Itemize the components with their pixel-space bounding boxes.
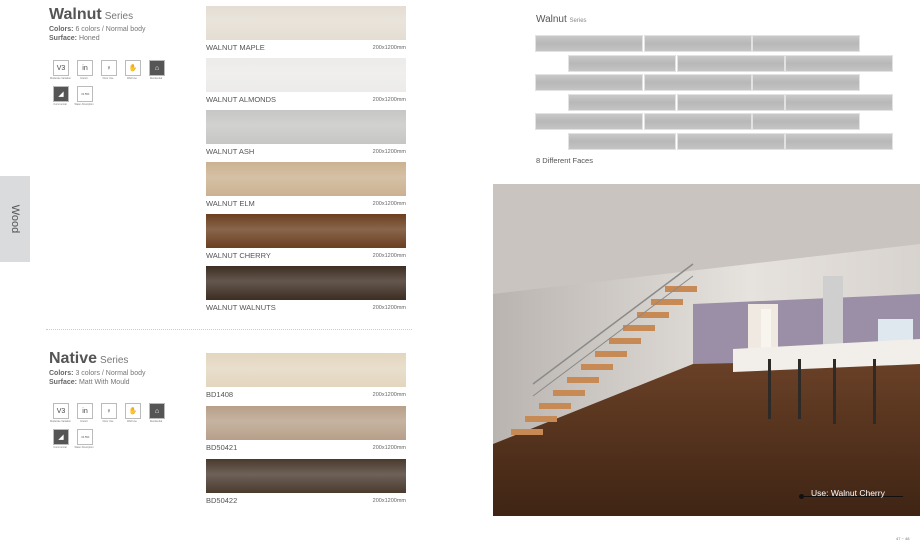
icon-caption: Interior	[80, 420, 88, 423]
walnut-tile-label: WALNUT CHERRY	[206, 251, 271, 260]
icon-caption: Wall Use	[127, 77, 137, 80]
icon-caption: Moderate Variation	[50, 77, 71, 80]
wall-use-item	[124, 403, 142, 423]
residential-icon: ⌂	[149, 60, 165, 76]
walnut-icon-row	[52, 60, 166, 80]
native-tile-label: BD50421	[206, 443, 238, 452]
wall-plank	[644, 35, 752, 52]
wall-title-text: Walnut	[536, 14, 567, 25]
floor-use-item	[100, 403, 118, 423]
walnut-tile-label: WALNUT ELM	[206, 199, 255, 208]
native-colors	[49, 370, 145, 377]
native-title	[49, 350, 145, 368]
icon-caption: Floor Use	[102, 77, 114, 80]
wall-plank	[568, 133, 676, 150]
wall-use-icon: ✋	[125, 60, 141, 76]
native-tile-label: BD1408	[206, 390, 234, 399]
water-absorption-icon: <0.5%	[77, 429, 93, 445]
walnut-tile-swatch	[206, 110, 406, 144]
walnut-surface-value: Honed	[78, 35, 100, 42]
walnut-icon-row-2	[52, 86, 94, 106]
icon-caption: Residential	[149, 77, 163, 80]
native-tile-swatch	[206, 459, 406, 493]
residential-item	[148, 403, 166, 423]
commercial-item	[52, 86, 70, 106]
native-colors-label: Colors:	[49, 370, 74, 377]
walnut-tile-swatch	[206, 58, 406, 92]
side-tab-label: Wood	[9, 204, 21, 234]
icon-caption: Interior	[80, 77, 88, 80]
walnut-series-word: Series	[104, 11, 134, 22]
side-tab-wood	[0, 176, 30, 262]
walnut-tile-swatch	[206, 162, 406, 196]
icon-caption: Water Absorption	[74, 446, 94, 449]
native-tile-swatch	[206, 353, 406, 387]
wall-plank	[568, 55, 676, 72]
residential-icon: ⌂	[149, 403, 165, 419]
walnut-tile-label: WALNUT ALMONDS	[206, 95, 277, 104]
floor-use-icon: ♀	[101, 403, 117, 419]
walnut-tile-size: 200x1200mm	[372, 253, 406, 259]
wall-plank	[677, 55, 785, 72]
icon-caption: Commercial	[53, 103, 67, 106]
icon-caption: Wall Use	[127, 420, 137, 423]
wall-plank	[568, 94, 676, 111]
wall-use-icon: ✋	[125, 403, 141, 419]
kitchen-staircase-photo	[493, 184, 920, 516]
walnut-surface-label: Surface:	[49, 35, 78, 42]
section-divider	[46, 329, 412, 330]
moderate-variation-item	[52, 403, 70, 423]
walnut-tile-size: 200x1200mm	[372, 97, 406, 103]
native-tile-size: 200x1200mm	[372, 445, 406, 451]
wall-plank	[752, 113, 860, 130]
native-surface	[49, 379, 145, 386]
walnut-tile-size: 200x1200mm	[372, 201, 406, 207]
icon-caption: Water Absorption	[74, 103, 94, 106]
wall-plank	[752, 35, 860, 52]
icon-caption: Floor Use	[102, 420, 114, 423]
native-tile-swatch	[206, 406, 406, 440]
walnut-colors-label: Colors:	[49, 26, 74, 33]
walnut-title-text: Walnut	[49, 6, 102, 23]
moderate-variation-item	[52, 60, 70, 80]
native-icon-row-2	[52, 429, 94, 449]
water-absorption-item	[76, 429, 94, 449]
walnut-colors	[49, 26, 145, 33]
wall-series-word: Series	[569, 18, 587, 24]
walnut-surface	[49, 35, 145, 42]
wall-plank	[644, 113, 752, 130]
native-series-word: Series	[100, 355, 129, 366]
walnut-tile-label: WALNUT WALNUTS	[206, 303, 276, 312]
icon-caption: Residential	[149, 420, 163, 423]
commercial-icon: ◢	[53, 429, 69, 445]
walnut-tile-swatch	[206, 6, 406, 40]
wall-use-item	[124, 60, 142, 80]
interior-icon: in	[77, 403, 93, 419]
photo-illustration	[493, 184, 920, 516]
wall-plank	[535, 35, 643, 52]
water-absorption-item	[76, 86, 94, 106]
wall-plank	[785, 94, 893, 111]
native-icon-row	[52, 403, 166, 423]
native-title-text: Native	[49, 350, 98, 367]
walnut-title	[49, 6, 145, 24]
native-tile-label: BD50422	[206, 496, 238, 505]
floor-use-item	[100, 60, 118, 80]
walnut-tile-swatch	[206, 214, 406, 248]
walnut-tile-label: WALNUT ASH	[206, 147, 255, 156]
wall-plank	[677, 133, 785, 150]
water-absorption-icon: <0.5%	[77, 86, 93, 102]
walnut-tile-size: 200x1200mm	[372, 149, 406, 155]
commercial-item	[52, 429, 70, 449]
icon-caption: Commercial	[53, 446, 67, 449]
use-label: Use: Walnut Cherry	[811, 488, 885, 498]
wall-plank	[535, 74, 643, 91]
wall-plank	[677, 94, 785, 111]
wall-plank	[644, 74, 752, 91]
page-number: 47 ~ 48	[896, 536, 910, 541]
walnut-tile-size: 200x1200mm	[372, 45, 406, 51]
native-tile-size: 200x1200mm	[372, 392, 406, 398]
walnut-tile-swatch	[206, 266, 406, 300]
icon-caption: Moderate Variation	[50, 420, 71, 423]
walnut-tile-label: WALNUT MAPLE	[206, 43, 265, 52]
walnut-series-header	[49, 6, 145, 42]
moderate-variation-icon: V3	[53, 60, 69, 76]
native-tile-size: 200x1200mm	[372, 498, 406, 504]
residential-item	[148, 60, 166, 80]
wall-plank	[752, 74, 860, 91]
wall-plank	[535, 113, 643, 130]
interior-item	[76, 403, 94, 423]
native-surface-label: Surface:	[49, 379, 78, 386]
native-series-header	[49, 350, 145, 386]
native-colors-value: 3 colors / Normal body	[75, 370, 146, 377]
wall-plank	[785, 133, 893, 150]
moderate-variation-icon: V3	[53, 403, 69, 419]
native-surface-value: Matt With Mould	[78, 379, 130, 386]
interior-icon: in	[77, 60, 93, 76]
commercial-icon: ◢	[53, 86, 69, 102]
floor-use-icon: ♀	[101, 60, 117, 76]
faces-caption: 8 Different Faces	[536, 156, 593, 165]
interior-item	[76, 60, 94, 80]
walnut-colors-value: 6 colors / Normal body	[75, 26, 146, 33]
wall-title	[536, 14, 587, 25]
walnut-tile-size: 200x1200mm	[372, 305, 406, 311]
wall-plank	[785, 55, 893, 72]
